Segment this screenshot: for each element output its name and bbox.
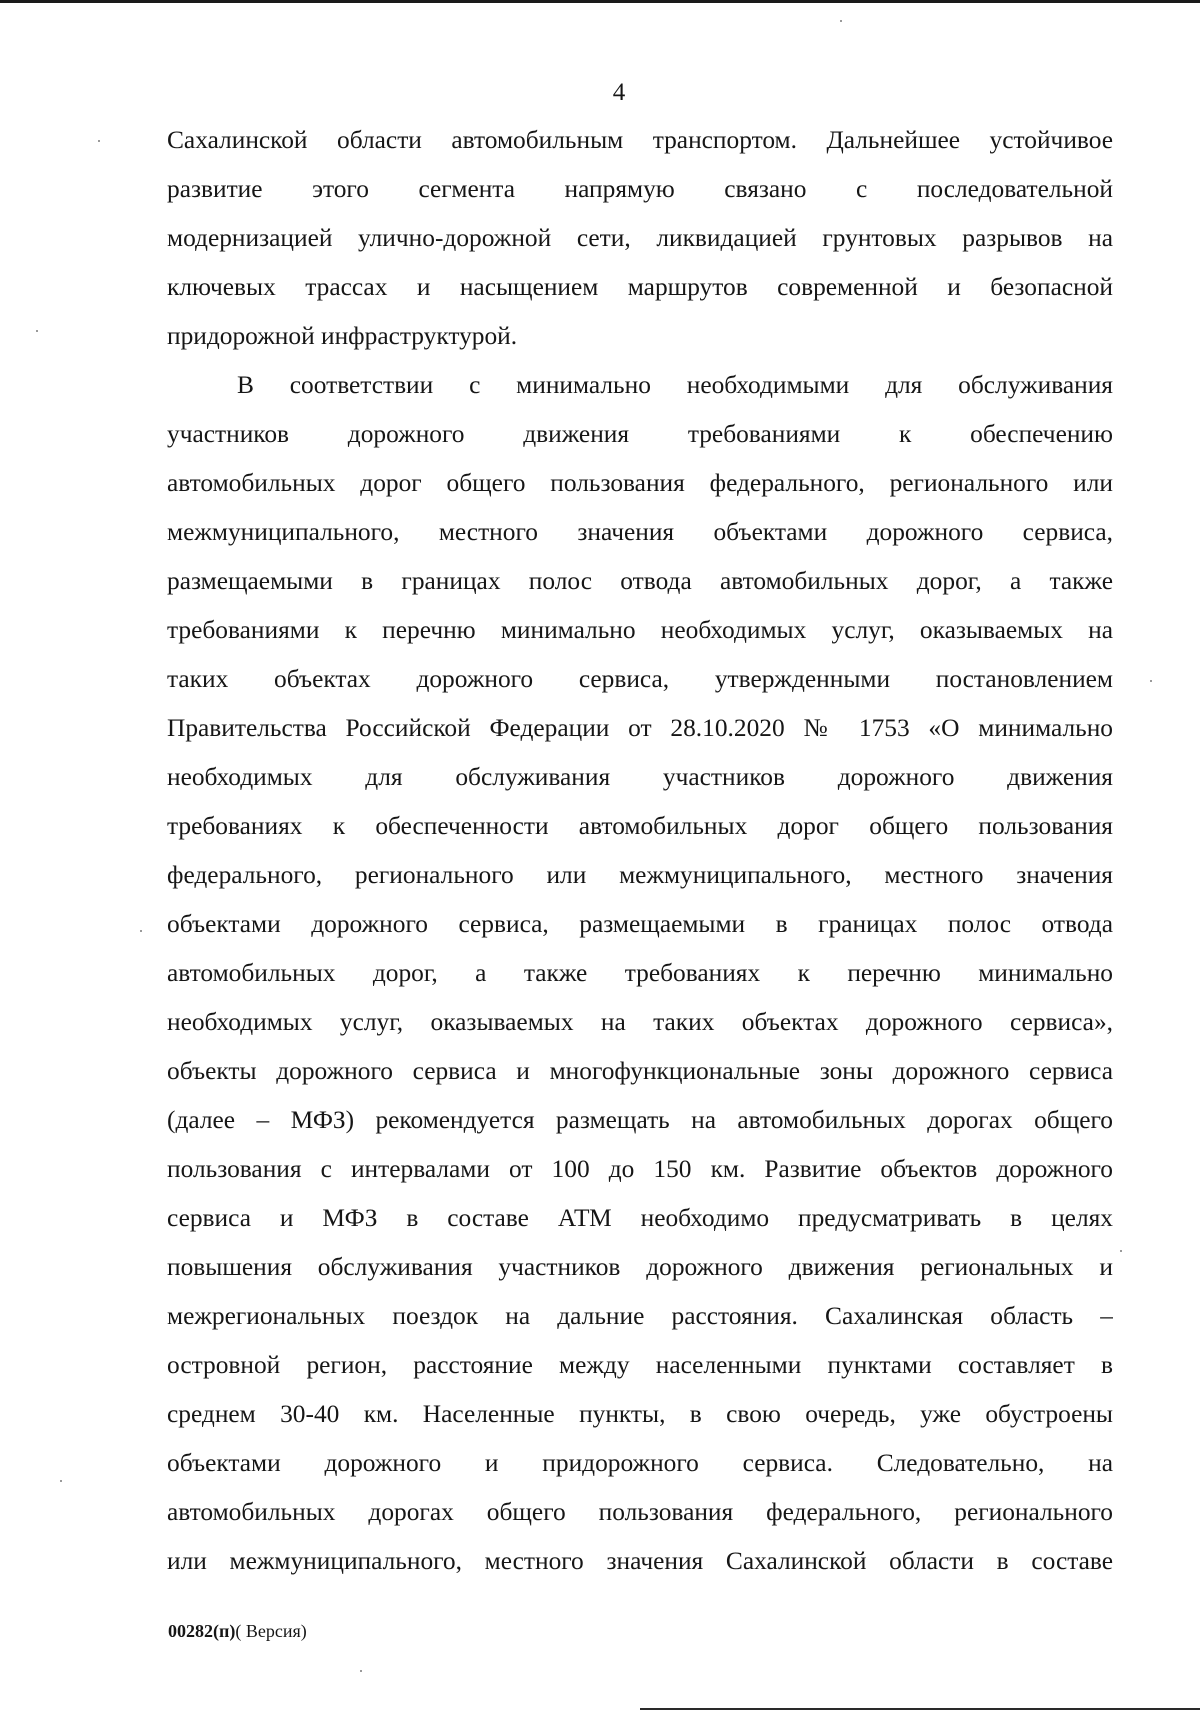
document-footer-code	[168, 1620, 307, 1642]
text-line: федерального, регионального или межмуниципального, местного значения	[167, 861, 1113, 889]
scan-speck	[1150, 680, 1152, 682]
scan-speck	[98, 140, 100, 142]
text-line: Правительства Российской Федерации от 28.10.2020 № 1753 «О минимально	[167, 714, 1113, 742]
text-line: требованиями к перечню минимально необходимых услуг, оказываемых на	[167, 616, 1113, 644]
text-line: автомобильных дорогах общего пользования федерального, регионального	[167, 1498, 1113, 1526]
scan-speck	[840, 20, 842, 22]
scan-speck	[36, 330, 38, 332]
text-line: или межмуниципального, местного значения Сахалинской области в составе	[167, 1547, 1113, 1575]
text-line: придорожной инфраструктурой.	[167, 322, 518, 350]
text-line: модернизацией улично-дорожной сети, ликвидацией грунтовых разрывов на	[167, 224, 1113, 252]
text-line: повышения обслуживания участников дорожного движения региональных и	[167, 1253, 1113, 1281]
text-line: необходимых для обслуживания участников дорожного движения	[167, 763, 1113, 791]
scan-top-edge	[0, 0, 1200, 3]
scan-speck	[360, 1670, 362, 1672]
paragraph-1	[167, 116, 1113, 361]
text-line: пользования с интервалами от 100 до 150 км. Развитие объектов дорожного	[167, 1155, 1113, 1183]
scan-speck	[140, 930, 142, 932]
text-line: ключевых трассах и насыщением маршрутов современной и безопасной	[167, 273, 1113, 301]
text-line: В соответствии с минимально необходимыми для обслуживания	[237, 371, 1113, 399]
text-line: (далее – МФЗ) рекомендуется размещать на автомобильных дорогах общего	[167, 1106, 1113, 1134]
text-line: среднем 30-40 км. Населенные пункты, в свою очередь, уже обустроены	[167, 1400, 1113, 1428]
text-line: необходимых услуг, оказываемых на таких объектах дорожного сервиса»,	[167, 1008, 1113, 1036]
scan-speck	[60, 1480, 62, 1482]
text-line: объектами дорожного сервиса, размещаемыми в границах полос отвода	[167, 910, 1113, 938]
text-line: сервиса и МФЗ в составе АТМ необходимо предусматривать в целях	[167, 1204, 1113, 1232]
scan-speck	[1120, 1250, 1122, 1252]
document-version: ( Версия)	[235, 1621, 307, 1641]
text-line: межрегиональных поездок на дальние расстояния. Сахалинская область –	[167, 1302, 1113, 1330]
text-line: таких объектах дорожного сервиса, утвержденными постановлением	[167, 665, 1113, 693]
document-code: 00282(п)	[168, 1621, 236, 1641]
scan-bottom-edge	[640, 1708, 1200, 1710]
text-line: межмуниципального, местного значения объектами дорожного сервиса,	[167, 518, 1113, 546]
text-line: размещаемыми в границах полос отвода автомобильных дорог, а также	[167, 567, 1113, 595]
paragraph-2	[167, 361, 1113, 1586]
text-line: объекты дорожного сервиса и многофункциональные зоны дорожного сервиса	[167, 1057, 1113, 1085]
text-line: автомобильных дорог, а также требованиях к перечню минимально	[167, 959, 1113, 987]
text-line: островной регион, расстояние между населенными пунктами составляет в	[167, 1351, 1113, 1379]
text-line: объектами дорожного и придорожного сервиса. Следовательно, на	[167, 1449, 1113, 1477]
page-number: 4	[612, 79, 626, 106]
text-line: Сахалинской области автомобильным транспортом. Дальнейшее устойчивое	[167, 126, 1113, 154]
text-line: требованиях к обеспеченности автомобильных дорог общего пользования	[167, 812, 1113, 840]
text-line: автомобильных дорог общего пользования федерального, регионального или	[167, 469, 1113, 497]
text-line: развитие этого сегмента напрямую связано с последовательной	[167, 175, 1113, 203]
document-body	[167, 116, 1113, 1586]
text-line: участников дорожного движения требованиями к обеспечению	[167, 420, 1113, 448]
